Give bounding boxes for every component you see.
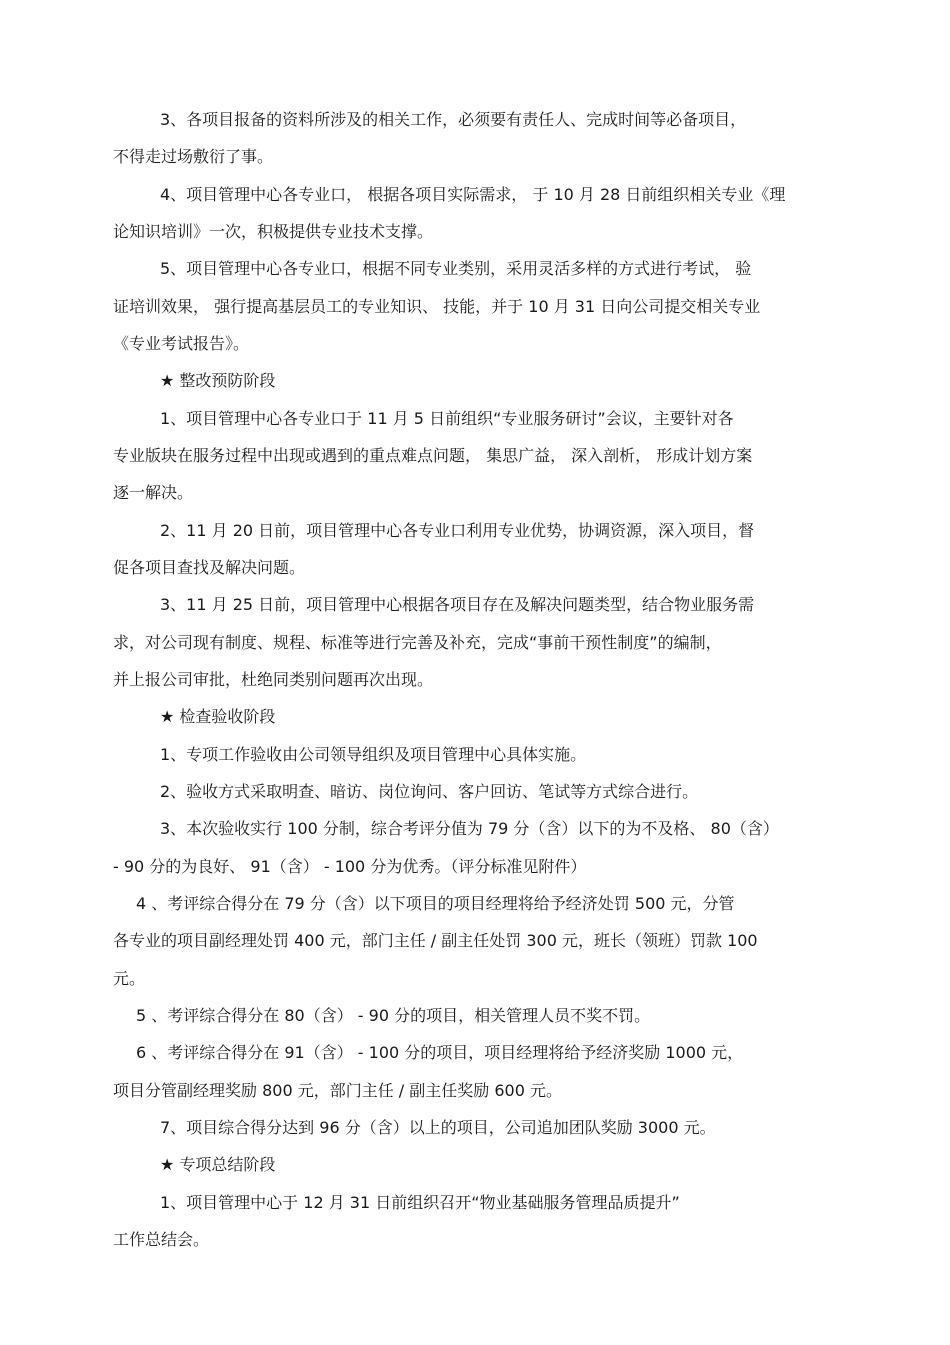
section-heading: ★ 检查验收阶段 xyxy=(160,707,276,726)
paragraph-line: 论知识培训》一次，积极提供专业技术支撑。 xyxy=(113,222,434,241)
paragraph-line: 证培训效果， 强行提高基层员工的专业知识、 技能，并于 10 月 31 日向公司提交相关专业 xyxy=(113,297,761,316)
paragraph-line: 5 、考评综合得分在 80（含） - 90 分的项目，相关管理人员不奖不罚。 xyxy=(136,1006,651,1025)
paragraph-line: 项目分管副经理奖励 800 元，部门主任 / 副主任奖励 600 元。 xyxy=(113,1081,562,1100)
paragraph-line: 1、项目管理中心各专业口于 11 月 5 日前组织“专业服务研讨”会议，主要针对各 xyxy=(160,409,734,428)
paragraph-line: 1、专项工作验收由公司领导组织及项目管理中心具体实施。 xyxy=(160,745,587,764)
paragraph-line: 2、11 月 20 日前，项目管理中心各专业口利用专业优势，协调资源，深入项目，督 xyxy=(160,521,755,540)
paragraph-line: 促各项目查找及解决问题。 xyxy=(113,558,306,577)
paragraph-line: 不得走过场敷衍了事。 xyxy=(113,147,274,166)
paragraph-line: 逐一解决。 xyxy=(113,483,194,502)
paragraph-line: 工作总结会。 xyxy=(113,1230,210,1249)
paragraph-line: 求，对公司现有制度、规程、标准等进行完善及补充，完成“事前干预性制度”的编制， xyxy=(113,633,722,652)
paragraph-line: 3、本次验收实行 100 分制，综合考评分值为 79 分（含）以下的为不及格、 80（含） xyxy=(160,819,779,838)
paragraph-line: 元。 xyxy=(113,969,146,988)
paragraph-line: 7、项目综合得分达到 96 分（含）以上的项目，公司追加团队奖励 3000 元。 xyxy=(160,1118,716,1137)
paragraph-line: 4、项目管理中心各专业口， 根据各项目实际需求， 于 10 月 28 日前组织相关专业《理 xyxy=(160,185,786,204)
paragraph-line: 1、项目管理中心于 12 月 31 日前组织召开“物业基础服务管理品质提升” xyxy=(160,1193,680,1212)
paragraph-line: 4 、考评综合得分在 79 分（含）以下项目的项目经理将给予经济处罚 500 元，分管 xyxy=(136,894,735,913)
paragraph-line: 并上报公司审批，杜绝同类别问题再次出现。 xyxy=(113,670,434,689)
paragraph-line: 3、11 月 25 日前，项目管理中心根据各项目存在及解决问题类型，结合物业服务需 xyxy=(160,595,755,614)
paragraph-line: 各专业的项目副经理处罚 400 元，部门主任 / 副主任处罚 300 元，班长（领班）罚款 100 xyxy=(113,931,758,950)
paragraph-line: - 90 分的为良好、 91（含） - 100 分为优秀。（评分标准见附件） xyxy=(113,857,587,876)
section-heading: ★ 专项总结阶段 xyxy=(160,1155,276,1174)
paragraph-line: 5、项目管理中心各专业口，根据不同专业类别，采用灵活多样的方式进行考试， 验 xyxy=(160,259,752,278)
paragraph-line: 2、验收方式采取明查、暗访、岗位询问、客户回访、笔试等方式综合进行。 xyxy=(160,782,699,801)
paragraph-line: 专业版块在服务过程中出现或遇到的重点难点问题， 集思广益， 深入剖析， 形成计划方案 xyxy=(113,446,753,465)
section-heading: ★ 整改预防阶段 xyxy=(160,371,276,390)
paragraph-line: 3、各项目报备的资料所涉及的相关工作，必须要有责任人、完成时间等必备项目， xyxy=(160,110,747,129)
paragraph-line: 《专业考试报告》。 xyxy=(113,334,250,353)
paragraph-line: 6 、考评综合得分在 91（含） - 100 分的项目，项目经理将给予经济奖励 1000 元， xyxy=(136,1043,744,1062)
